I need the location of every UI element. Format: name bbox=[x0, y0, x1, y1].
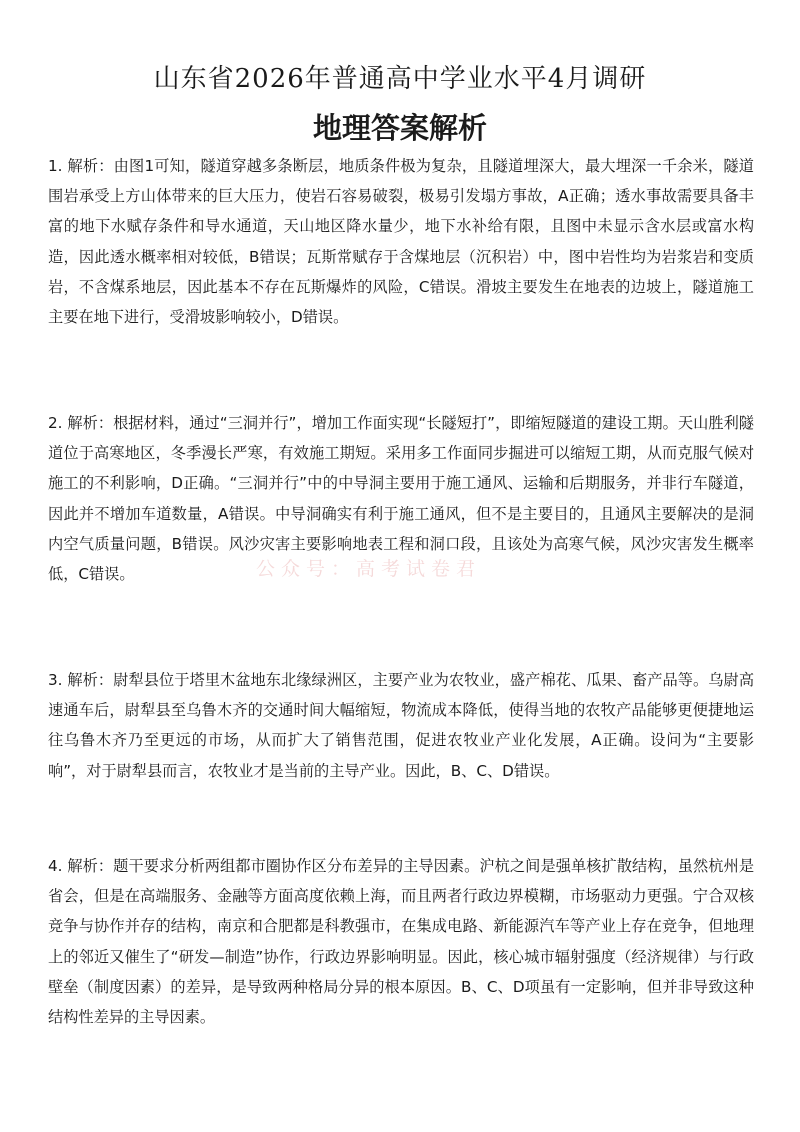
answer-text: 解析：题干要求分析两组都市圈协作区分布差异的主导因素。沪杭之间是强单核扩散结构，虽然杭州是省会，但是在高端服务、金融等方面高度依赖上海，而且两者行政边界模糊，市场驱动力更强。宁合双核竞争与协作并存的结构，南京和合肥都是科教强市，在集成电路、新能源汽车等产业上存在竞争，但地理上的邻近又催生了“研发—制造”协作，行政边界影响明显。因此，核心城市辐射强度（经济规律）与行政壁垒（制度因素）的差异，是导致两种格局分异的根本原因。B、C、D项虽有一定影响，但并非导致这种结构性差异的主导因素。 bbox=[48, 857, 755, 1027]
answer-text: 解析：由图1可知，隧道穿越多条断层，地质条件极为复杂，且隧道埋深大，最大埋深一千余米，隧道围岩承受上方山体带来的巨大压力，使岩石容易破裂，极易引发塌方事故，A正确；透水事故需要具备丰富的地下水赋存条件和导水通道，天山地区降水量少，地下水补给有限，且图中未显示含水层或富水构造，因此透水概率相对较低，B错误；瓦斯常赋存于含煤地层（沉积岩）中，图中岩性均为岩浆岩和变质岩，不含煤系地层，因此基本不存在瓦斯爆炸的风险，C错误。滑坡主要发生在地表的边坡上，隧道施工主要在地下进行，受滑坡影响较小，D错误。 bbox=[48, 157, 754, 327]
document-subtitle: 地理答案解析 bbox=[312, 111, 487, 145]
watermark: 公众号：高考试卷君 bbox=[256, 558, 482, 580]
answer-paragraph-4 bbox=[48, 851, 754, 1032]
answer-paragraph-3 bbox=[48, 665, 754, 786]
answer-paragraph-1 bbox=[48, 151, 754, 332]
answer-text: 解析：尉犁县位于塔里木盆地东北缘绿洲区，主要产业为农牧业，盛产棉花、瓜果、畜产品等。乌尉高速通车后，尉犁县至乌鲁木齐的交通时间大幅缩短，物流成本降低，使得当地的农牧产品能够更便捷地运往乌鲁木齐乃至更远的市场，从而扩大了销售范围，促进农牧业产业化发展，A正确。设问为“主要影响”，对于尉犁县而言，农牧业才是当前的主导产业。因此，B、C、D错误。 bbox=[48, 671, 755, 780]
answer-text: 解析：根据材料，通过“三洞并行”，增加工作面实现“长隧短打”，即缩短隧道的建设工期。天山胜利隧道位于高寒地区，冬季漫长严寒，有效施工期短。采用多工作面同步掘进可以缩短工期，从而克服气候对施工的不利影响，D正确。“三洞并行”中的中导洞主要用于施工通风、运输和后期服务，并非行车隧道，因此并不增加车道数量，A错误。中导洞确实有利于施工通风，但不是主要目的，且通风主要解决的是洞内空气质量问题，B错误。风沙灾害主要影响地表工程和洞口段，且该处为高寒气候，风沙灾害发生概率低，C错误。 bbox=[48, 414, 754, 584]
answer-number: 4. bbox=[48, 857, 63, 875]
document-title: 山东省2026年普通高中学业水平4月调研 bbox=[153, 64, 647, 94]
answer-number: 1. bbox=[48, 157, 63, 175]
answer-number: 2. bbox=[48, 414, 63, 432]
answer-number: 3. bbox=[48, 671, 63, 689]
answer-paragraph-2 bbox=[48, 408, 754, 589]
